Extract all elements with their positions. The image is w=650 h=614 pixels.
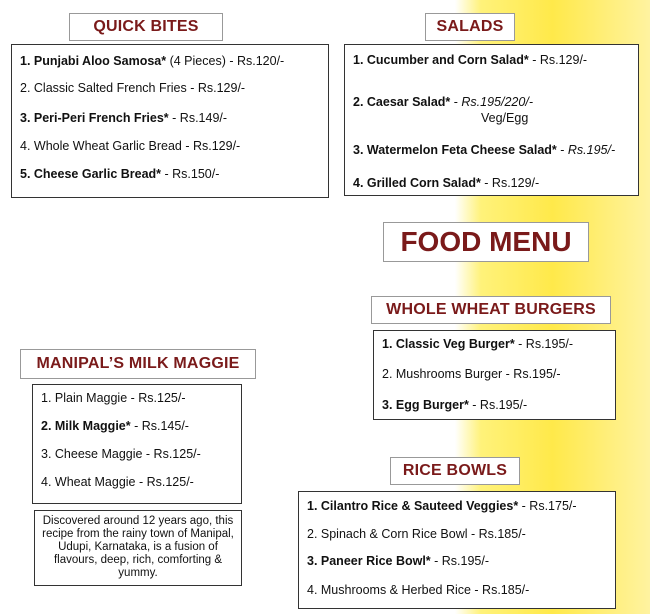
salads-heading: SALADS	[425, 13, 515, 41]
list-item: 2. Caesar Salad* - Rs.195/220/-	[353, 95, 533, 109]
list-item: 4. Wheat Maggie - Rs.125/-	[41, 475, 194, 489]
list-item: 3. Paneer Rice Bowl* - Rs.195/-	[307, 554, 490, 568]
list-item: 3. Egg Burger* - Rs.195/-	[382, 398, 528, 412]
list-item: 1. Plain Maggie - Rs.125/-	[41, 391, 186, 405]
list-item: 1. Punjabi Aloo Samosa* (4 Pieces) - Rs.120/-	[20, 54, 285, 68]
list-item: 4. Whole Wheat Garlic Bread - Rs.129/-	[20, 139, 241, 153]
list-item: 1. Cilantro Rice & Sauteed Veggies* - Rs.175/-	[307, 499, 577, 513]
rice-bowls-box	[298, 491, 616, 609]
burgers-heading: WHOLE WHEAT BURGERS	[371, 296, 611, 324]
list-item: 2. Milk Maggie* - Rs.145/-	[41, 419, 189, 433]
list-item: 2. Classic Salted French Fries - Rs.129/-	[20, 81, 246, 95]
quick-bites-box	[11, 44, 329, 198]
list-item: 4. Grilled Corn Salad* - Rs.129/-	[353, 176, 540, 190]
list-item: 3. Watermelon Feta Cheese Salad* - Rs.195/-	[353, 143, 616, 157]
list-item: 1. Classic Veg Burger* - Rs.195/-	[382, 337, 574, 351]
maggie-heading: MANIPAL’S MILK MAGGIE	[20, 349, 256, 379]
maggie-box	[32, 384, 242, 504]
maggie-note: Discovered around 12 years ago, this recipe from the rainy town of Manipal, Udupi, Karnataka, is a fusion of flavours, deep, rich, comforting & yummy.	[34, 510, 242, 586]
salads-box	[344, 44, 639, 196]
list-item-sub: Veg/Egg	[481, 111, 529, 125]
list-item: 5. Cheese Garlic Bread* - Rs.150/-	[20, 167, 220, 181]
quick-bites-heading: QUICK BITES	[69, 13, 223, 41]
burgers-box	[373, 330, 616, 420]
list-item: 2. Spinach & Corn Rice Bowl - Rs.185/-	[307, 527, 526, 541]
list-item: 4. Mushrooms & Herbed Rice - Rs.185/-	[307, 583, 530, 597]
list-item: 1. Cucumber and Corn Salad* - Rs.129/-	[353, 53, 588, 67]
rice-bowls-heading: RICE BOWLS	[390, 457, 520, 485]
list-item: 3. Cheese Maggie - Rs.125/-	[41, 447, 201, 461]
list-item: 2. Mushrooms Burger - Rs.195/-	[382, 367, 561, 381]
page-title: FOOD MENU	[383, 222, 589, 262]
list-item: 3. Peri-Peri French Fries* - Rs.149/-	[20, 111, 228, 125]
